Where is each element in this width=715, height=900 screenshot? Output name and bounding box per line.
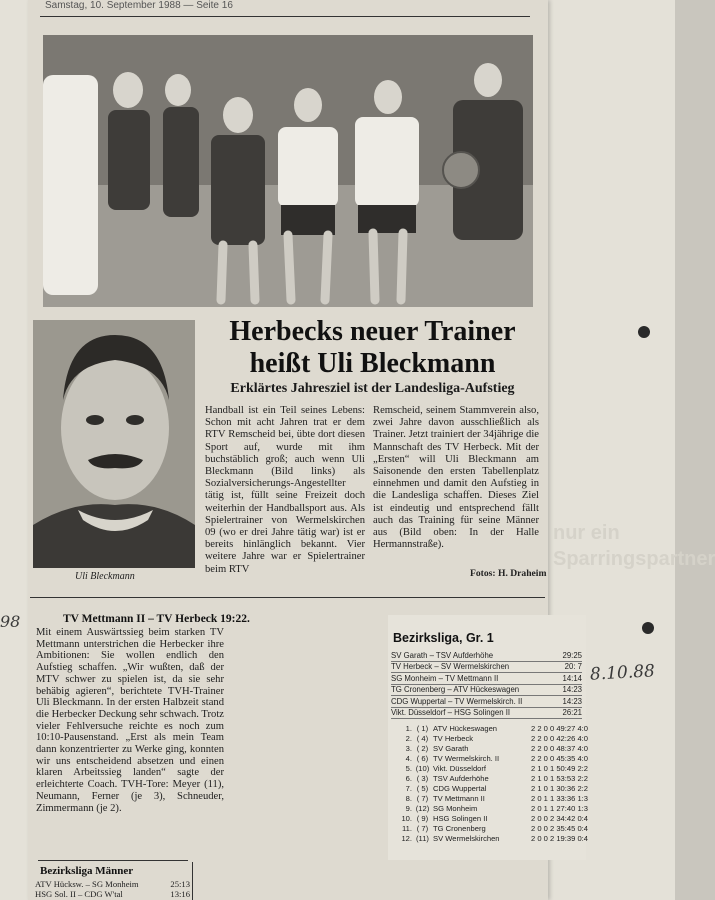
result-score: 26:21: [562, 708, 582, 718]
column-rule: [192, 862, 193, 900]
league-standings: [391, 724, 589, 844]
result-row: [391, 650, 582, 662]
standings-pos: 5.: [405, 764, 412, 773]
standings-team: HSG Solingen II: [433, 814, 488, 823]
standings-prev: (11): [416, 834, 429, 843]
handwritten-date-note: 8.10.88: [589, 661, 656, 685]
bezirksliga-maenner-title: Bezirksliga Männer: [40, 865, 134, 877]
standings-row: [391, 804, 589, 814]
result-score: 20: 7: [564, 662, 582, 672]
standings-row: [391, 754, 589, 764]
result-match: Vikt. Düsseldorf – HSG Solingen II: [391, 708, 511, 718]
mini-result-row: [35, 890, 190, 900]
standings-team: TV Wermelskirch. II: [433, 754, 500, 763]
headline-line-1: Herbecks neuer Trainer: [229, 316, 516, 347]
standings-stats: 2 1 0 1 53:53 2:2: [531, 774, 589, 783]
result-row: [391, 662, 582, 674]
ghost-line-2: Sparringspartner: [553, 548, 715, 570]
standings-pos: 8.: [405, 794, 412, 803]
result-score: 29:25: [562, 650, 582, 660]
standings-row: [391, 784, 589, 794]
match-report-body: Mit einem Auswärtssieg beim starken TV Mettmann unterstrichen die Herbecker ihre Ambitionen: Sie wollen endlich den Aufstieg schaffen. „Wir wußten, daß der MTV schwer zu spielen ist, da sie sehr behäbig agieren“, berichtete TVH-Trainer Uli Bleckmann. In der ersten Halbzeit stand die Herbecker Deckung sehr schwach. Trotz vieler Fehlversuche reichte es noch zum 10:10-Pausenstand. „Erst als mein Team dann konzentrierter zu Werke ging, konnten wir uns entscheidend absetzen und einen klaren Arbeitssieg landen“ sagte der erleichterte Coach. TVH-Tore: Meyer (11), Neumann, Ferner (je 3), Schneuder, Zimmermann (je 2).: [36, 627, 224, 814]
standings-pos: 9.: [405, 804, 412, 813]
mini-result-score: 13:16: [170, 888, 190, 899]
match-report-title: TV Mettmann II – TV Herbeck 19:22.: [63, 613, 250, 625]
standings-row: [391, 724, 589, 734]
league-table-title: Bezirksliga, Gr. 1: [393, 631, 494, 645]
result-score: 14:14: [562, 673, 582, 683]
standings-team: TV Herbeck: [433, 734, 474, 743]
standings-row: [391, 734, 589, 744]
report-rule: [38, 860, 188, 861]
standings-stats: 2 0 0 2 19:39 0:4: [531, 834, 589, 843]
standings-team: SV Garath: [433, 744, 469, 753]
portrait-photo: [33, 320, 195, 568]
standings-team: CDG Wuppertal: [433, 784, 487, 793]
punch-hole-icon: [638, 326, 650, 338]
team-photo: [43, 35, 533, 307]
result-match: SV Garath – TSV Aufderhöhe: [391, 650, 494, 660]
standings-pos: 7.: [405, 784, 412, 793]
standings-prev: (10): [415, 764, 430, 773]
standings-stats: 2 1 0 1 30:36 2:2: [531, 784, 589, 793]
standings-prev: ( 7): [416, 824, 429, 833]
result-row: [391, 708, 582, 720]
standings-stats: 2 0 1 1 33:36 1:3: [531, 794, 589, 803]
punch-hole-icon: [642, 622, 654, 634]
standings-stats: 2 2 0 0 48:37 4:0: [531, 744, 589, 753]
standings-team: ATV Hückeswagen: [433, 724, 498, 733]
newspaper-dateline: Samstag, 10. September 1988 — Seite 16: [45, 0, 233, 11]
standings-row: [391, 814, 589, 824]
standings-pos: 12.: [401, 834, 412, 843]
header-rule: [40, 16, 530, 17]
handwritten-margin-note: 98: [0, 612, 21, 631]
standings-row: [391, 744, 589, 754]
result-match: TV Herbeck – SV Wermelskirchen: [391, 662, 510, 672]
article-column-2: Remscheid, seinem Stammverein also, zwei Jahre davon ausschließlich als Trainer. Jetzt trainiert der 34jährige die Mannschaft des TV Herbeck. Mit der „Ersten“ will Uli Bleckmann am Saisonende den ersten Tabellenplatz einnehmen und damit den Aufstieg in die Landesliga schaffen. Dieses Ziel ist eindeutig und entsprechend fällt auch das Training für seine Männer aus (Bild oben: In der Halle Hermannstraße).: [373, 405, 539, 551]
standings-prev: ( 6): [416, 754, 429, 763]
standings-pos: 1.: [405, 724, 412, 733]
result-match: TG Cronenberg – ATV Hückeswagen: [391, 685, 520, 695]
standings-prev: ( 3): [416, 774, 429, 783]
article-headline: [205, 316, 540, 380]
standings-prev: (12): [415, 804, 430, 813]
standings-team: TG Cronenberg: [433, 824, 486, 833]
headline-line-2: heißt Uli Bleckmann: [249, 348, 496, 379]
standings-stats: 2 0 0 2 35:45 0:4: [531, 824, 589, 833]
team-photo-illustration: [43, 35, 533, 307]
result-match: CDG Wuppertal – TV Wermelskirch. II: [391, 696, 523, 706]
standings-team: SV Wermelskirchen: [433, 834, 500, 843]
result-score: 14:23: [562, 696, 582, 706]
photo-credit: Fotos: H. Draheim: [470, 568, 547, 579]
mini-result-score: 25:13: [170, 879, 190, 889]
standings-prev: ( 7): [416, 794, 429, 803]
standings-row: [391, 824, 589, 834]
article-subheadline: Erklärtes Jahresziel ist der Landesliga-Aufstieg: [230, 381, 515, 396]
article-column-1: Handball ist ein Teil seines Lebens: Schon mit acht Jahren trat er dem RTV Remscheid bei, übte dort diesen Sport auf, wurde mit ihm buchstäblich groß; auch wenn Uli Bleckmann (Bild links) als Sozialversicherungs-Angestellter tätig ist, füllt seine Freizeit doch weiterhin der Handballsport aus. Als Spielertrainer von Wermelskirchen 09 (wo er drei Jahre tätig war) ist er bereits hinlänglich bekannt. Vier weitere Jahre war er Spielertrainer beim RTV: [205, 405, 365, 575]
standings-prev: ( 5): [416, 784, 429, 793]
result-row: [391, 673, 582, 685]
result-match: SG Monheim – TV Mettmann II: [391, 673, 499, 683]
portrait-caption: Uli Bleckmann: [75, 571, 135, 582]
standings-pos: 6.: [405, 774, 412, 783]
standings-pos: 2.: [405, 734, 412, 743]
standings-prev: ( 1): [416, 724, 429, 733]
standings-row: [391, 794, 589, 804]
result-score: 14:23: [562, 685, 582, 695]
standings-stats: 2 2 0 0 42:26 4:0: [531, 734, 589, 743]
standings-prev: ( 9): [416, 814, 429, 823]
background-page-text: [553, 520, 715, 572]
standings-team: SG Monheim: [433, 804, 478, 813]
standings-row: [391, 834, 589, 844]
standings-stats: 2 0 1 1 27:40 1:3: [531, 804, 589, 813]
standings-stats: 2 2 0 0 45:35 4:0: [531, 754, 589, 763]
standings-team: Vikt. Düsseldorf: [433, 764, 487, 773]
standings-pos: 10.: [401, 814, 412, 823]
standings-team: TV Mettmann II: [433, 794, 485, 803]
league-results: [391, 650, 582, 719]
standings-pos: 11.: [402, 824, 412, 833]
standings-stats: 2 0 0 2 34:42 0:4: [531, 814, 589, 823]
handball: [443, 152, 479, 188]
result-row: [391, 685, 582, 697]
standings-row: [391, 774, 589, 784]
bezirksliga-maenner-results: [35, 880, 190, 899]
mini-result-match: HSG Sol. II – CDG W'tal: [35, 888, 123, 899]
standings-pos: 3.: [405, 744, 412, 753]
result-row: [391, 696, 582, 708]
standings-prev: ( 4): [416, 734, 429, 743]
standings-pos: 4.: [405, 754, 412, 763]
standings-stats: 2 2 0 0 49:27 4:0: [531, 724, 589, 733]
standings-stats: 2 1 0 1 50:49 2:2: [531, 764, 589, 773]
standings-prev: ( 2): [416, 744, 429, 753]
standings-team: TSV Aufderhöhe: [433, 774, 489, 783]
section-rule: [30, 597, 545, 598]
ghost-line-1: nur ein: [553, 522, 620, 544]
standings-row: [391, 764, 589, 774]
portrait-illustration: [33, 320, 195, 568]
mini-result-match: ATV Hücksw. – SG Monheim: [35, 879, 139, 889]
